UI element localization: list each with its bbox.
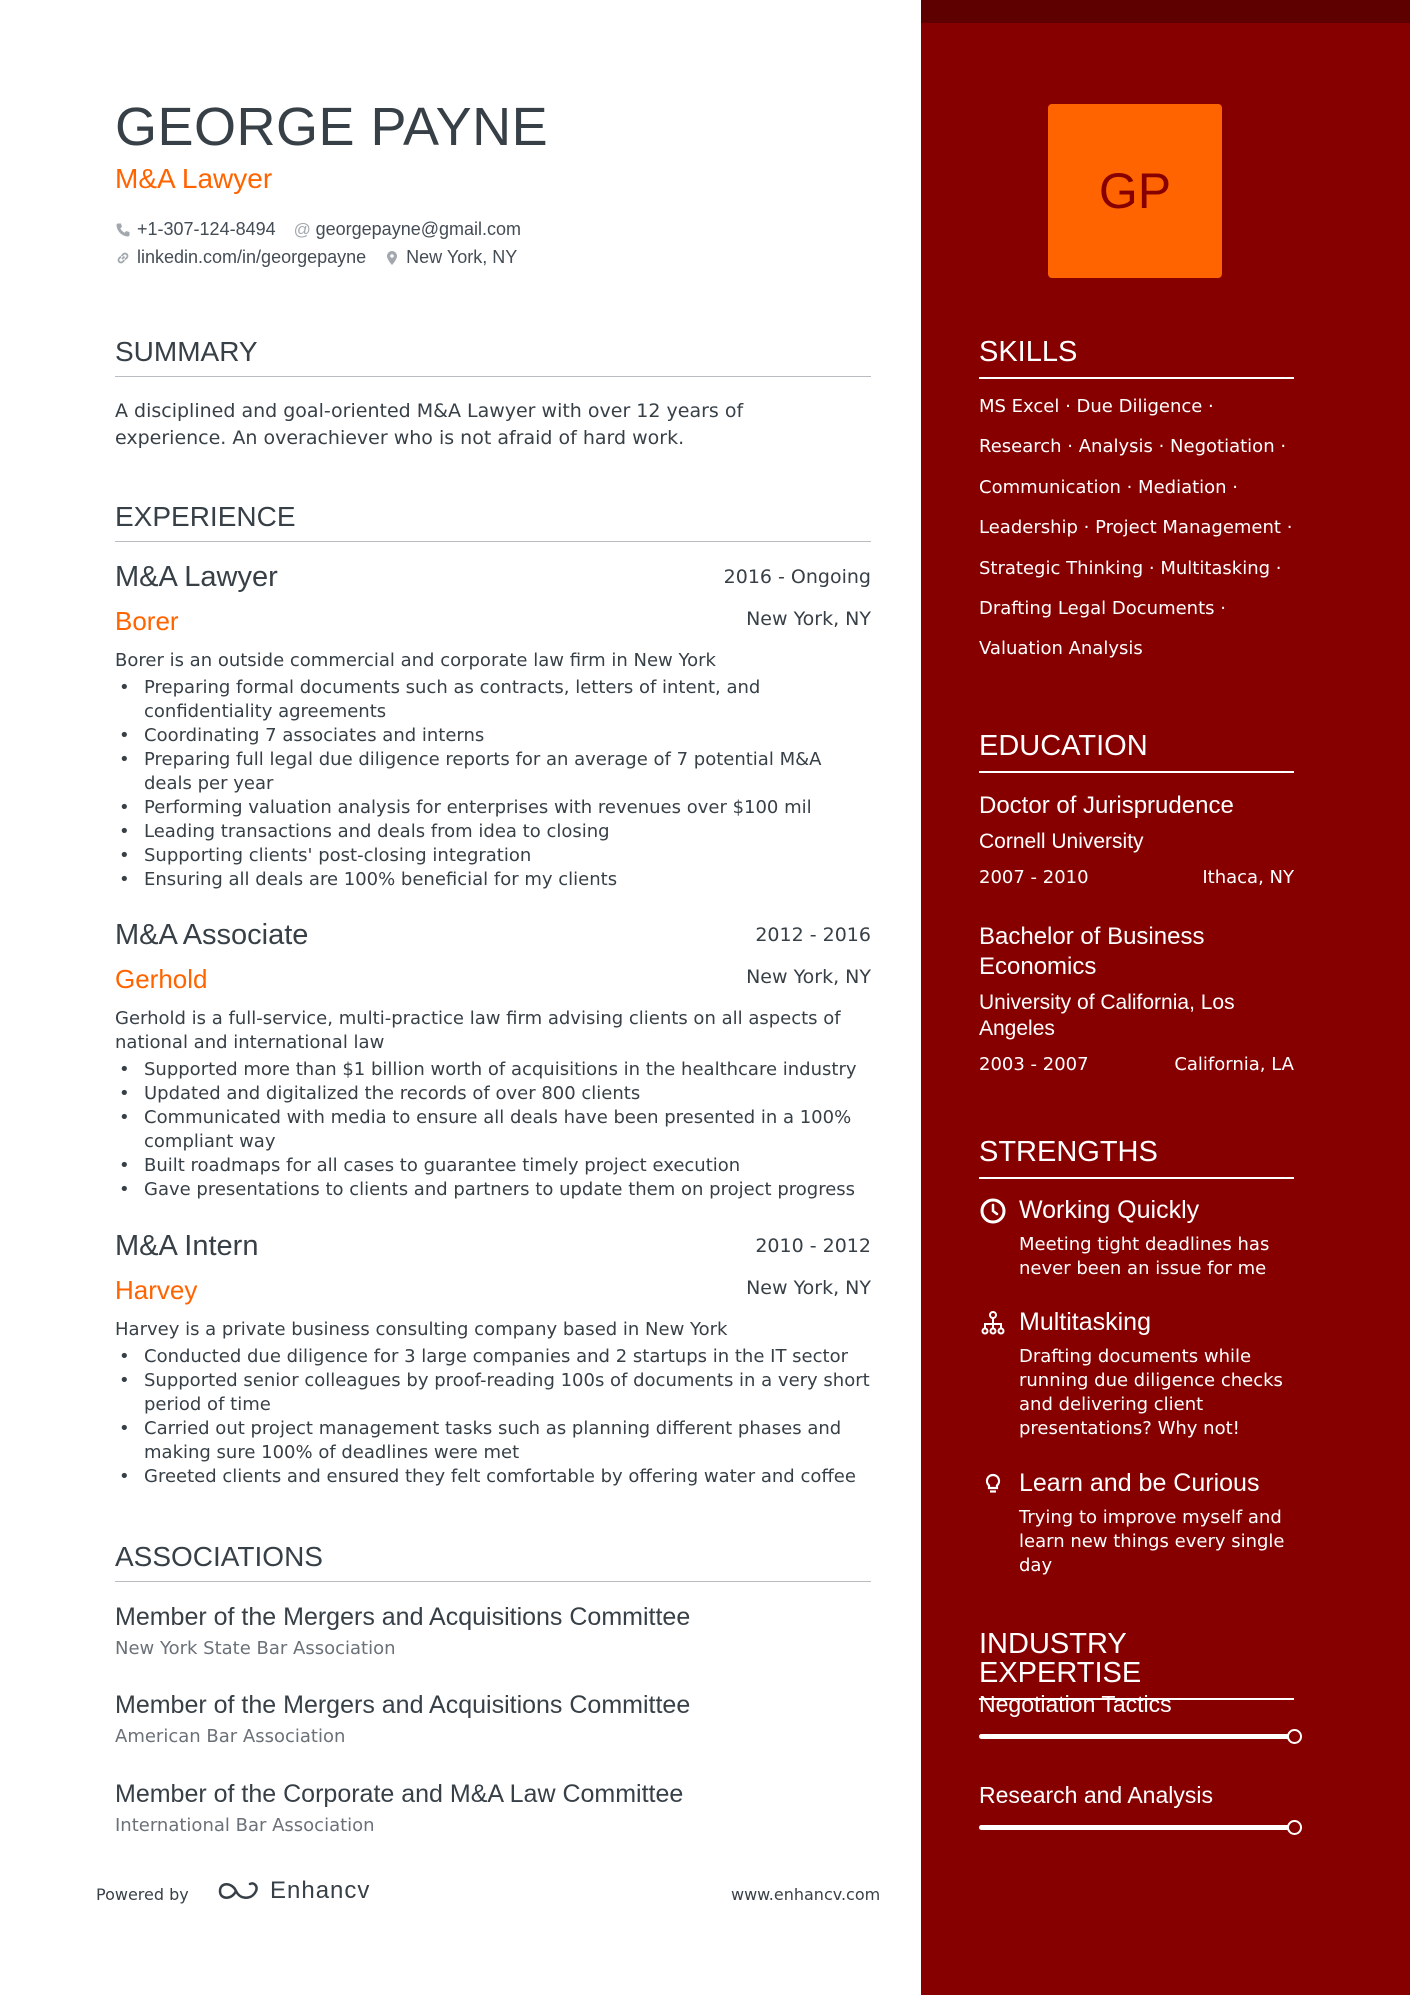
experience-description: Harvey is a private business consulting company based in New York bbox=[115, 1319, 728, 1340]
bullet-item: • Communicated with media to ensure all deals have been presented in a 100% compliant way bbox=[115, 1106, 875, 1154]
avatar: GP bbox=[1048, 104, 1222, 278]
powered-by-label: Powered by bbox=[96, 1885, 189, 1904]
expertise-item bbox=[979, 1693, 1299, 1716]
skills-line: Communication · Mediation · bbox=[979, 476, 1239, 498]
association-item bbox=[115, 1605, 871, 1658]
strength-title: Working Quickly bbox=[1019, 1196, 1200, 1224]
experience-bullets bbox=[115, 1058, 875, 1202]
experience-heading: EXPERIENCE bbox=[115, 503, 871, 542]
bullet-item: • Preparing formal documents such as contracts, letters of intent, and confidentiality agreements bbox=[115, 676, 875, 724]
bullet-item: • Updated and digitalized the records of over 800 clients bbox=[115, 1082, 875, 1106]
education-degree: Doctor of Jurisprudence bbox=[979, 792, 1234, 819]
skills-line: Valuation Analysis bbox=[979, 638, 1143, 660]
expertise-bar bbox=[979, 1825, 1294, 1830]
education-meta bbox=[979, 1054, 1294, 1075]
strength-item bbox=[979, 1308, 1309, 1441]
phone-text: +1-307-124-8494 bbox=[137, 219, 276, 239]
strengths-heading: STRENGTHS bbox=[979, 1138, 1294, 1179]
education-entry bbox=[979, 791, 1294, 888]
job-title: M&A Lawyer bbox=[115, 163, 273, 194]
bullet-item: • Gave presentations to clients and partners to update them on project progress bbox=[115, 1178, 875, 1202]
experience-company[interactable]: Borer bbox=[115, 606, 179, 636]
skills-line: Strategic Thinking · Multitasking · bbox=[979, 557, 1282, 579]
association-org: American Bar Association bbox=[115, 1726, 346, 1747]
strength-item bbox=[979, 1196, 1309, 1281]
bullet-item: • Supporting clients' post-closing integration bbox=[115, 844, 875, 868]
summary-heading: SUMMARY bbox=[115, 338, 871, 377]
education-location: California, LA bbox=[1174, 1054, 1294, 1075]
bullet-item: • Preparing full legal due diligence reports for an average of 7 potential M&A deals per year bbox=[115, 748, 875, 796]
expertise-bar-fill bbox=[979, 1734, 1294, 1739]
lightbulb-icon bbox=[979, 1470, 1007, 1498]
link-icon bbox=[115, 250, 131, 266]
experience-role: M&A Intern bbox=[115, 1230, 259, 1262]
phone-icon bbox=[115, 222, 131, 238]
association-title: Member of the Corporate and M&A Law Committee bbox=[115, 1780, 684, 1808]
experience-bullets bbox=[115, 1345, 875, 1489]
skills-line: Leadership · Project Management · bbox=[979, 517, 1293, 539]
strength-title: Learn and be Curious bbox=[1019, 1469, 1260, 1497]
contact-row-2 bbox=[115, 247, 517, 268]
skills-list bbox=[979, 396, 1309, 679]
strength-text: Drafting documents while running due diligence checks and delivering client presentations? Why not! bbox=[1019, 1346, 1283, 1439]
person-name: GEORGE PAYNE bbox=[115, 97, 549, 157]
hierarchy-icon bbox=[979, 1309, 1007, 1337]
email-contact[interactable] bbox=[294, 219, 521, 240]
expertise-bar-knob bbox=[1287, 1820, 1302, 1835]
education-dates: 2007 - 2010 bbox=[979, 867, 1089, 888]
experience-role: M&A Associate bbox=[115, 919, 309, 951]
experience-company[interactable]: Harvey bbox=[115, 1275, 198, 1305]
skills-line: MS Excel · Due Diligence · bbox=[979, 396, 1214, 417]
enhancv-logo[interactable] bbox=[214, 1877, 370, 1905]
bullet-item: • Greeted clients and ensured they felt comfortable by offering water and coffee bbox=[115, 1465, 875, 1489]
experience-bullets bbox=[115, 676, 875, 892]
education-meta bbox=[979, 867, 1294, 888]
bullet-item: • Performing valuation analysis for enterprises with revenues over $100 mil bbox=[115, 796, 875, 820]
bullet-item: • Leading transactions and deals from idea to closing bbox=[115, 820, 875, 844]
strength-title: Multitasking bbox=[1019, 1308, 1151, 1336]
skills-line: Research · Analysis · Negotiation · bbox=[979, 436, 1287, 458]
clock-icon bbox=[979, 1197, 1007, 1225]
education-school: Cornell University bbox=[979, 830, 1144, 853]
experience-company[interactable]: Gerhold bbox=[115, 964, 208, 994]
experience-location: New York, NY bbox=[746, 608, 871, 630]
education-heading: EDUCATION bbox=[979, 732, 1294, 773]
experience-role: M&A Lawyer bbox=[115, 561, 278, 593]
bullet-item: • Coordinating 7 associates and interns bbox=[115, 724, 875, 748]
experience-description: Gerhold is a full-service, multi-practice law firm advising clients on all aspects of national and international law bbox=[115, 1008, 841, 1053]
location-contact bbox=[384, 247, 517, 268]
association-item bbox=[115, 1782, 871, 1835]
strength-text: Meeting tight deadlines has never been an issue for me bbox=[1019, 1234, 1270, 1279]
enhancv-logo-icon bbox=[214, 1878, 262, 1904]
bullet-item: • Ensuring all deals are 100% beneficial for my clients bbox=[115, 868, 875, 892]
experience-dates: 2010 - 2012 bbox=[755, 1235, 871, 1257]
contact-row-1 bbox=[115, 219, 521, 240]
associations-heading: ASSOCIATIONS bbox=[115, 1543, 871, 1582]
education-school: University of California, Los Angeles bbox=[979, 991, 1235, 1040]
linkedin-text: linkedin.com/in/georgepayne bbox=[137, 247, 367, 267]
linkedin-contact[interactable] bbox=[115, 247, 366, 268]
bullet-item: • Built roadmaps for all cases to guarantee timely project execution bbox=[115, 1154, 875, 1178]
experience-dates: 2016 - Ongoing bbox=[723, 566, 871, 588]
enhancv-logo-text: Enhancv bbox=[270, 1877, 371, 1904]
expertise-item bbox=[979, 1784, 1299, 1807]
location-text: New York, NY bbox=[406, 247, 518, 267]
location-pin-icon bbox=[384, 250, 400, 266]
bullet-item: • Supported more than $1 billion worth of acquisitions in the healthcare industry bbox=[115, 1058, 875, 1082]
summary-text: A disciplined and goal-oriented M&A Lawyer with over 12 years of experience. An overachiever who is not afraid of hard work. bbox=[115, 400, 744, 449]
association-item bbox=[115, 1693, 871, 1746]
at-icon: @ bbox=[293, 219, 311, 239]
education-location: Ithaca, NY bbox=[1202, 867, 1294, 888]
expertise-bar bbox=[979, 1734, 1294, 1739]
expertise-bar-fill bbox=[979, 1825, 1294, 1830]
expertise-label: Research and Analysis bbox=[979, 1782, 1213, 1808]
association-org: International Bar Association bbox=[115, 1815, 375, 1836]
industry-expertise-heading: INDUSTRY EXPERTISE bbox=[979, 1630, 1294, 1700]
email-text: georgepayne@gmail.com bbox=[315, 219, 522, 239]
education-degree: Bachelor of Business Economics bbox=[979, 923, 1205, 980]
experience-location: New York, NY bbox=[746, 1277, 871, 1299]
association-org: New York State Bar Association bbox=[115, 1638, 396, 1659]
association-title: Member of the Mergers and Acquisitions Committee bbox=[115, 1603, 691, 1631]
expertise-label: Negotiation Tactics bbox=[979, 1691, 1172, 1717]
expertise-bar-knob bbox=[1287, 1729, 1302, 1744]
experience-description: Borer is an outside commercial and corporate law firm in New York bbox=[115, 650, 716, 671]
education-entry bbox=[979, 922, 1294, 1075]
bullet-item: • Supported senior colleagues by proof-reading 100s of documents in a very short period of time bbox=[115, 1369, 875, 1417]
experience-location: New York, NY bbox=[746, 966, 871, 988]
footer-website-link[interactable]: www.enhancv.com bbox=[731, 1885, 881, 1904]
sidebar bbox=[921, 0, 1410, 1995]
strength-text: Trying to improve myself and learn new things every single day bbox=[1019, 1507, 1285, 1576]
sidebar-top-bar bbox=[921, 0, 1410, 23]
education-dates: 2003 - 2007 bbox=[979, 1054, 1089, 1075]
skills-heading: SKILLS bbox=[979, 338, 1294, 379]
association-title: Member of the Mergers and Acquisitions Committee bbox=[115, 1691, 691, 1719]
experience-dates: 2012 - 2016 bbox=[755, 924, 871, 946]
bullet-item: • Carried out project management tasks such as planning different phases and making sure 100% of deadlines were met bbox=[115, 1417, 875, 1465]
skills-line: Drafting Legal Documents · bbox=[979, 597, 1226, 619]
strength-item bbox=[979, 1469, 1309, 1578]
phone-contact[interactable] bbox=[115, 219, 276, 240]
bullet-item: • Conducted due diligence for 3 large companies and 2 startups in the IT sector bbox=[115, 1345, 875, 1369]
